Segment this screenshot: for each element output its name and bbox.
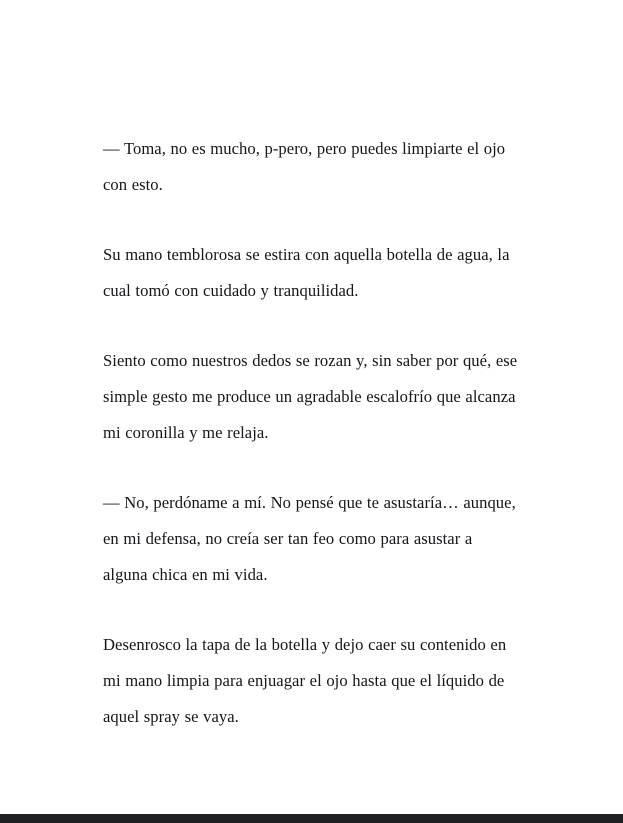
bottom-edge-bar bbox=[0, 814, 623, 823]
paragraph-4: — No, perdóname a mí. No pensé que te asustaría… aunque, en mi defensa, no creía ser tan feo como para asustar a alguna chica en mi vida. bbox=[103, 493, 516, 584]
paragraph-3: Siento como nuestros dedos se rozan y, sin saber por qué, ese simple gesto me produce un agradable escalofrío que alcanza mi coronilla y me relaja. bbox=[103, 351, 518, 442]
paragraph-2: Su mano temblorosa se estira con aquella botella de agua, la cual tomó con cuidado y tranquilidad. bbox=[103, 245, 510, 300]
text-column bbox=[103, 131, 521, 735]
paragraph-5: Desenrosco la tapa de la botella y dejo caer su contenido en mi mano limpia para enjuagar el ojo hasta que el líquido de aquel spray se vaya. bbox=[103, 635, 507, 726]
paragraph-1: — Toma, no es mucho, p-pero, pero puedes limpiarte el ojo con esto. bbox=[103, 139, 506, 194]
